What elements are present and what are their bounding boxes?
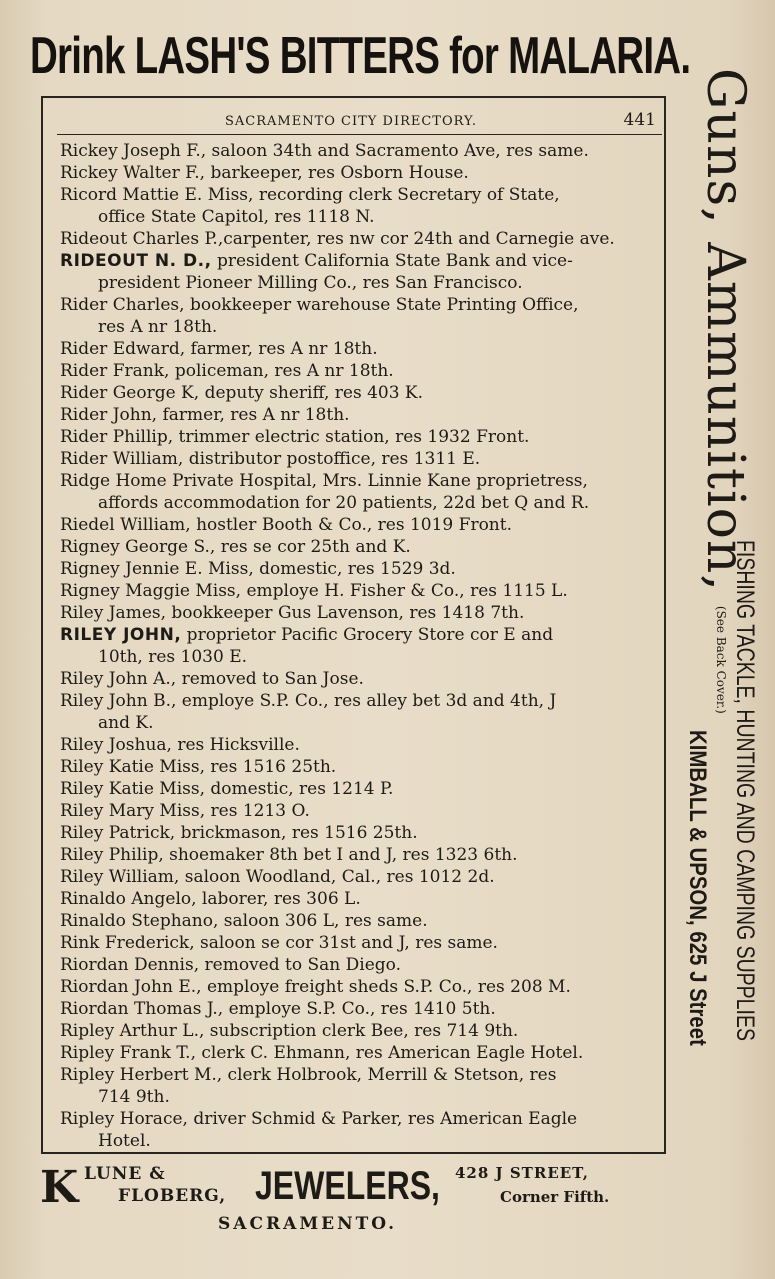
entry-continuation: Hotel. bbox=[98, 1131, 151, 1151]
entry-text: Riley William, saloon Woodland, Cal., res 1012 2d. bbox=[60, 867, 495, 887]
entry-text: Riley James, bookkeeper Gus Lavenson, res 1418 7th. bbox=[60, 603, 525, 623]
directory-entry bbox=[60, 294, 664, 338]
entry-text: Riley Philip, shoemaker 8th bet I and J, res 1323 6th. bbox=[60, 845, 518, 865]
entry-text: Rider Edward, farmer, res A nr 18th. bbox=[60, 339, 378, 359]
directory-entry bbox=[60, 932, 664, 954]
entry-text: Rink Frederick, saloon se cor 31st and J, res same. bbox=[60, 933, 498, 953]
entry-text: Rinaldo Stephano, saloon 306 L, res same. bbox=[60, 911, 428, 931]
floberg-name: FLOBERG, bbox=[118, 1186, 227, 1206]
directory-entry bbox=[60, 470, 664, 514]
directory-entry bbox=[60, 162, 664, 184]
entry-text: Riley John A., removed to San Jose. bbox=[60, 669, 364, 689]
entry-text: Rickey Joseph F., saloon 34th and Sacramento Ave, res same. bbox=[60, 141, 589, 161]
directory-entry bbox=[60, 1042, 664, 1064]
entry-text: Riordan John E., employe freight sheds S.P. Co., res 208 M. bbox=[60, 977, 571, 997]
kimball-upson-text: KIMBALL & UPSON, 625 J Street bbox=[684, 730, 711, 1046]
directory-entry bbox=[60, 1108, 664, 1152]
entry-text: Rigney George S., res se cor 25th and K. bbox=[60, 537, 411, 557]
directory-entry bbox=[60, 976, 664, 998]
entry-text: Riley Katie Miss, domestic, res 1214 P. bbox=[60, 779, 394, 799]
entry-text: Riley Mary Miss, res 1213 O. bbox=[60, 801, 310, 821]
directory-entry bbox=[60, 910, 664, 932]
entry-text: Riley Katie Miss, res 1516 25th. bbox=[60, 757, 337, 777]
entry-text: Riedel William, hostler Booth & Co., res 1019 Front. bbox=[60, 515, 512, 535]
guns-ammunition-text: Guns, Ammunition, bbox=[695, 68, 755, 592]
entry-text: Ridge Home Private Hospital, Mrs. Linnie Kane proprietress, bbox=[60, 471, 588, 491]
directory-entry bbox=[60, 250, 664, 294]
directory-entry bbox=[60, 1064, 664, 1108]
directory-entry bbox=[60, 580, 664, 602]
directory-entry bbox=[60, 1020, 664, 1042]
directory-entry bbox=[60, 888, 664, 910]
entry-text: Ripley Horace, driver Schmid & Parker, res American Eagle bbox=[60, 1109, 578, 1129]
directory-entry bbox=[60, 624, 664, 668]
directory-entry bbox=[60, 558, 664, 580]
klune-name: LUNE & bbox=[84, 1164, 166, 1184]
entry-text: proprietor Pacific Grocery Store cor E and bbox=[181, 625, 554, 645]
directory-entry bbox=[60, 690, 664, 734]
directory-entry bbox=[60, 140, 664, 162]
directory-entries bbox=[60, 140, 664, 1152]
side-advertisement-kimball bbox=[680, 730, 714, 1170]
directory-entry bbox=[60, 822, 664, 844]
top-advertisement: Drink LASH'S BITTERS for MALARIA. bbox=[30, 27, 691, 85]
entry-text: Rinaldo Angelo, laborer, res 306 L. bbox=[60, 889, 361, 909]
entry-continuation: president Pioneer Milling Co., res San Francisco. bbox=[98, 273, 523, 293]
directory-entry bbox=[60, 800, 664, 822]
directory-entry bbox=[60, 404, 664, 426]
bottom-advertisement bbox=[40, 1158, 680, 1238]
page-number: 441 bbox=[623, 110, 656, 130]
directory-entry bbox=[60, 668, 664, 690]
klune-initial: K bbox=[40, 1162, 79, 1213]
directory-entry bbox=[60, 536, 664, 558]
entry-continuation: office State Capitol, res 1118 N. bbox=[98, 207, 375, 227]
entry-text: Ripley Frank T., clerk C. Ehmann, res American Eagle Hotel. bbox=[60, 1043, 584, 1063]
entry-text: Rigney Maggie Miss, employe H. Fisher & Co., res 1115 L. bbox=[60, 581, 568, 601]
directory-title: SACRAMENTO CITY DIRECTORY. bbox=[225, 114, 478, 129]
street-address: 428 J STREET, bbox=[455, 1164, 589, 1182]
fishing-tackle-text: FISHING TACKLE, HUNTING AND CAMPING SUPPLIES bbox=[731, 540, 759, 1041]
entry-text: Riordan Thomas J., employe S.P. Co., res 1410 5th. bbox=[60, 999, 496, 1019]
page-header bbox=[57, 108, 662, 135]
entry-text: Rideout Charles P.,carpenter, res nw cor 24th and Carnegie ave. bbox=[60, 229, 615, 249]
directory-entry bbox=[60, 514, 664, 536]
directory-entry bbox=[60, 998, 664, 1020]
directory-entry bbox=[60, 866, 664, 888]
directory-entry bbox=[60, 426, 664, 448]
directory-entry bbox=[60, 382, 664, 404]
entry-text: Rider Frank, policeman, res A nr 18th. bbox=[60, 361, 394, 381]
entry-text: president California State Bank and vice- bbox=[211, 251, 573, 271]
entry-continuation: and K. bbox=[98, 713, 154, 733]
directory-entry bbox=[60, 228, 664, 250]
directory-entry bbox=[60, 756, 664, 778]
entry-name-bold: RIDEOUT N. D., bbox=[60, 251, 212, 271]
side-advertisement-fishing bbox=[728, 540, 762, 1180]
entry-text: Ripley Herbert M., clerk Holbrook, Merrill & Stetson, res bbox=[60, 1065, 557, 1085]
directory-entry bbox=[60, 734, 664, 756]
entry-name-bold: RILEY JOHN, bbox=[60, 625, 182, 645]
entry-text: Rigney Jennie E. Miss, domestic, res 1529 3d. bbox=[60, 559, 456, 579]
entry-continuation: 714 9th. bbox=[98, 1087, 170, 1107]
entry-text: Ripley Arthur L., subscription clerk Bee, res 714 9th. bbox=[60, 1021, 519, 1041]
entry-text: Riley Patrick, brickmason, res 1516 25th. bbox=[60, 823, 418, 843]
corner-address: Corner Fifth. bbox=[500, 1188, 610, 1206]
entry-text: Riley Joshua, res Hicksville. bbox=[60, 735, 300, 755]
sacramento-text: SACRAMENTO. bbox=[218, 1214, 398, 1234]
entry-text: Rickey Walter F., barkeeper, res Osborn House. bbox=[60, 163, 469, 183]
jewelers-text: JEWELERS, bbox=[255, 1164, 440, 1208]
entry-text: Riley John B., employe S.P. Co., res alley bet 3d and 4th, J bbox=[60, 691, 557, 711]
directory-entry bbox=[60, 954, 664, 976]
entry-text: Rider John, farmer, res A nr 18th. bbox=[60, 405, 350, 425]
directory-entry bbox=[60, 338, 664, 360]
directory-entry bbox=[60, 844, 664, 866]
entry-text: Rider Phillip, trimmer electric station, res 1932 Front. bbox=[60, 427, 530, 447]
directory-entry bbox=[60, 448, 664, 470]
directory-entry bbox=[60, 778, 664, 800]
entry-continuation: res A nr 18th. bbox=[98, 317, 218, 337]
directory-entry bbox=[60, 602, 664, 624]
entry-text: Rider Charles, bookkeeper warehouse State Printing Office, bbox=[60, 295, 579, 315]
entry-text: Riordan Dennis, removed to San Diego. bbox=[60, 955, 401, 975]
see-back-cover-note: (See Back Cover.) bbox=[714, 605, 729, 714]
entry-continuation: affords accommodation for 20 patients, 22d bet Q and R. bbox=[98, 493, 590, 513]
entry-continuation: 10th, res 1030 E. bbox=[98, 647, 248, 667]
entry-text: Rider George K, deputy sheriff, res 403 K. bbox=[60, 383, 424, 403]
entry-text: Ricord Mattie E. Miss, recording clerk Secretary of State, bbox=[60, 185, 560, 205]
directory-entry bbox=[60, 360, 664, 382]
entry-text: Rider William, distributor postoffice, res 1311 E. bbox=[60, 449, 481, 469]
directory-entry bbox=[60, 184, 664, 228]
